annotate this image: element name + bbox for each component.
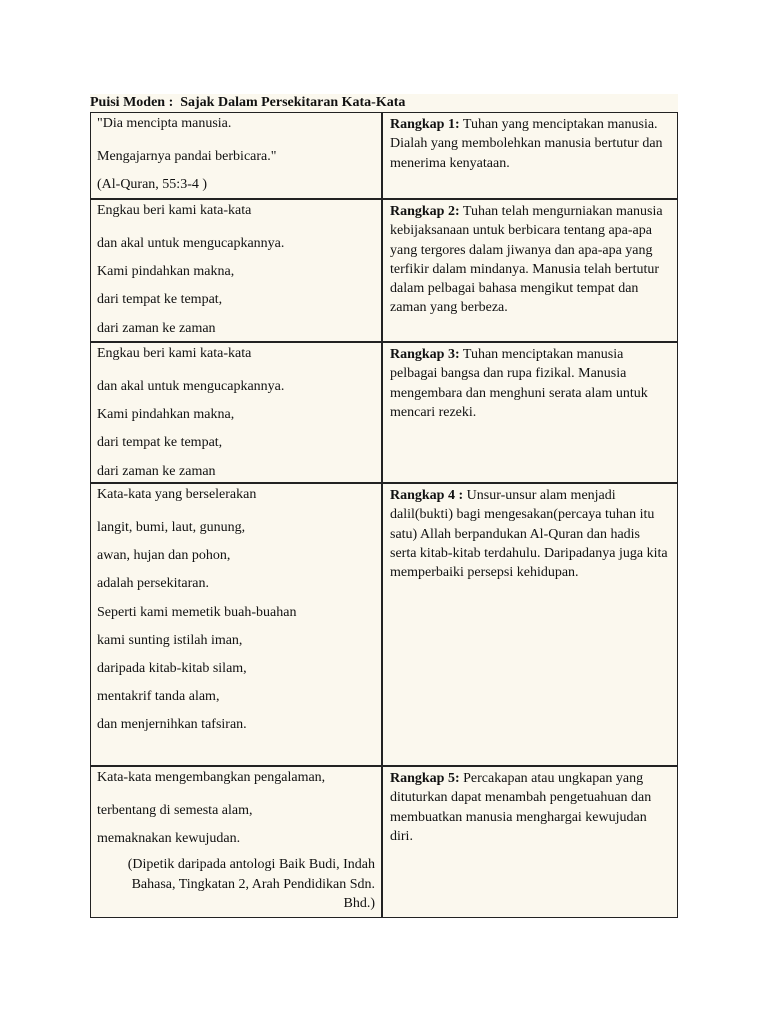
meaning-cell [383, 200, 677, 341]
poem-line: terbentang di semesta alam, [97, 803, 253, 818]
meaning-cell [383, 343, 677, 482]
rangkap-text: Tuhan yang menciptakan manusia. Dialah yang membolehkan manusia bertutur dan menerima kenyataan. [390, 117, 663, 171]
rangkap-label: Rangkap 1: [390, 117, 460, 132]
poem-line: dari tempat ke tempat, [97, 435, 223, 451]
table-row [91, 200, 677, 343]
poem-line: Kami pindahkan makna, [97, 264, 235, 280]
table-row [91, 113, 677, 200]
poem-line: mentakrif tanda alam, [97, 689, 220, 705]
poem-line: Engkau beri kami kata-kata [97, 203, 252, 218]
poem-table [90, 112, 678, 918]
meaning-cell [383, 767, 677, 917]
poem-line: Kata-kata mengembangkan pengalaman, [97, 770, 326, 785]
poem-line: dan akal untuk mengucapkannya. [97, 379, 285, 394]
rangkap-label: Rangkap 4 : [390, 488, 464, 503]
meaning-cell [383, 484, 677, 765]
poem-line: Kata-kata yang berselerakan [97, 487, 257, 502]
poem-cell [91, 484, 383, 765]
poem-line: kami sunting istilah iman, [97, 632, 243, 648]
poem-line: memaknakan kewujudan. [97, 831, 241, 847]
source-citation: (Dipetik daripada antologi Baik Budi, Indah Bahasa, Tingkatan 2, Arah Pendidikan Sdn. Bhd.) [127, 857, 375, 912]
rangkap-label: Rangkap 2: [390, 204, 460, 219]
poem-line: awan, hujan dan pohon, [97, 548, 231, 564]
poem-line: dari tempat ke tempat, [97, 292, 223, 308]
poem-line: dari zaman ke zaman [97, 320, 216, 336]
poem-line: langit, bumi, laut, gunung, [97, 520, 246, 535]
rangkap-label: Rangkap 3: [390, 347, 460, 362]
poem-cell [91, 767, 383, 917]
poem-line: dari zaman ke zaman [97, 463, 216, 479]
poem-line: Engkau beri kami kata-kata [97, 346, 252, 361]
poem-line: dan akal untuk mengucapkannya. [97, 236, 285, 251]
table-row [91, 484, 677, 767]
poem-line: "Dia mencipta manusia. [97, 116, 232, 131]
poem-cell [91, 200, 383, 341]
poem-line: Seperti kami memetik buah-buahan [97, 604, 297, 620]
poem-line: daripada kitab-kitab silam, [97, 661, 247, 677]
table-row [91, 767, 677, 917]
page-title: Puisi Moden : Sajak Dalam Persekitaran Kata-Kata [90, 94, 678, 114]
rangkap-text: Percakapan atau ungkapan yang dituturkan dapat menambah pengetuahuan dan membuatkan manusia menghargai kewujudan diri. [390, 771, 652, 844]
meaning-cell [383, 113, 677, 198]
poem-line: Mengajarnya pandai berbicara." [97, 149, 277, 164]
rangkap-text: Unsur-unsur alam menjadi dalil(bukti) bagi mengesakan(percaya tuhan itu satu) Allah berpandukan Al-Quran dan hadis serta kitab-kitab terdahulu. Daripadanya juga kita memperbaiki persepsi kehidupan. [390, 488, 668, 581]
rangkap-label: Rangkap 5: [390, 771, 460, 786]
poem-cell [91, 343, 383, 482]
poem-cell [91, 113, 383, 198]
rangkap-text: Tuhan telah mengurniakan manusia kebijaksanaan untuk berbicara tentang apa-apa yang tergores dalam jiwanya dan apa-apa yang terfikir dalam mindanya. Manusia telah bertutur dalam pelbagai bahasa mengikut tempat dan zaman yang berbeza. [390, 204, 663, 316]
poem-line: Kami pindahkan makna, [97, 407, 235, 423]
poem-line: adalah persekitaran. [97, 576, 209, 592]
rangkap-text: Tuhan menciptakan manusia pelbagai bangsa dan rupa fizikal. Manusia mengembara dan menghuni serata alam untuk mencari rezeki. [390, 347, 648, 420]
poem-line: (Al-Quran, 55:3-4 ) [97, 177, 208, 193]
table-row [91, 343, 677, 484]
poem-line: dan menjernihkan tafsiran. [97, 717, 247, 733]
